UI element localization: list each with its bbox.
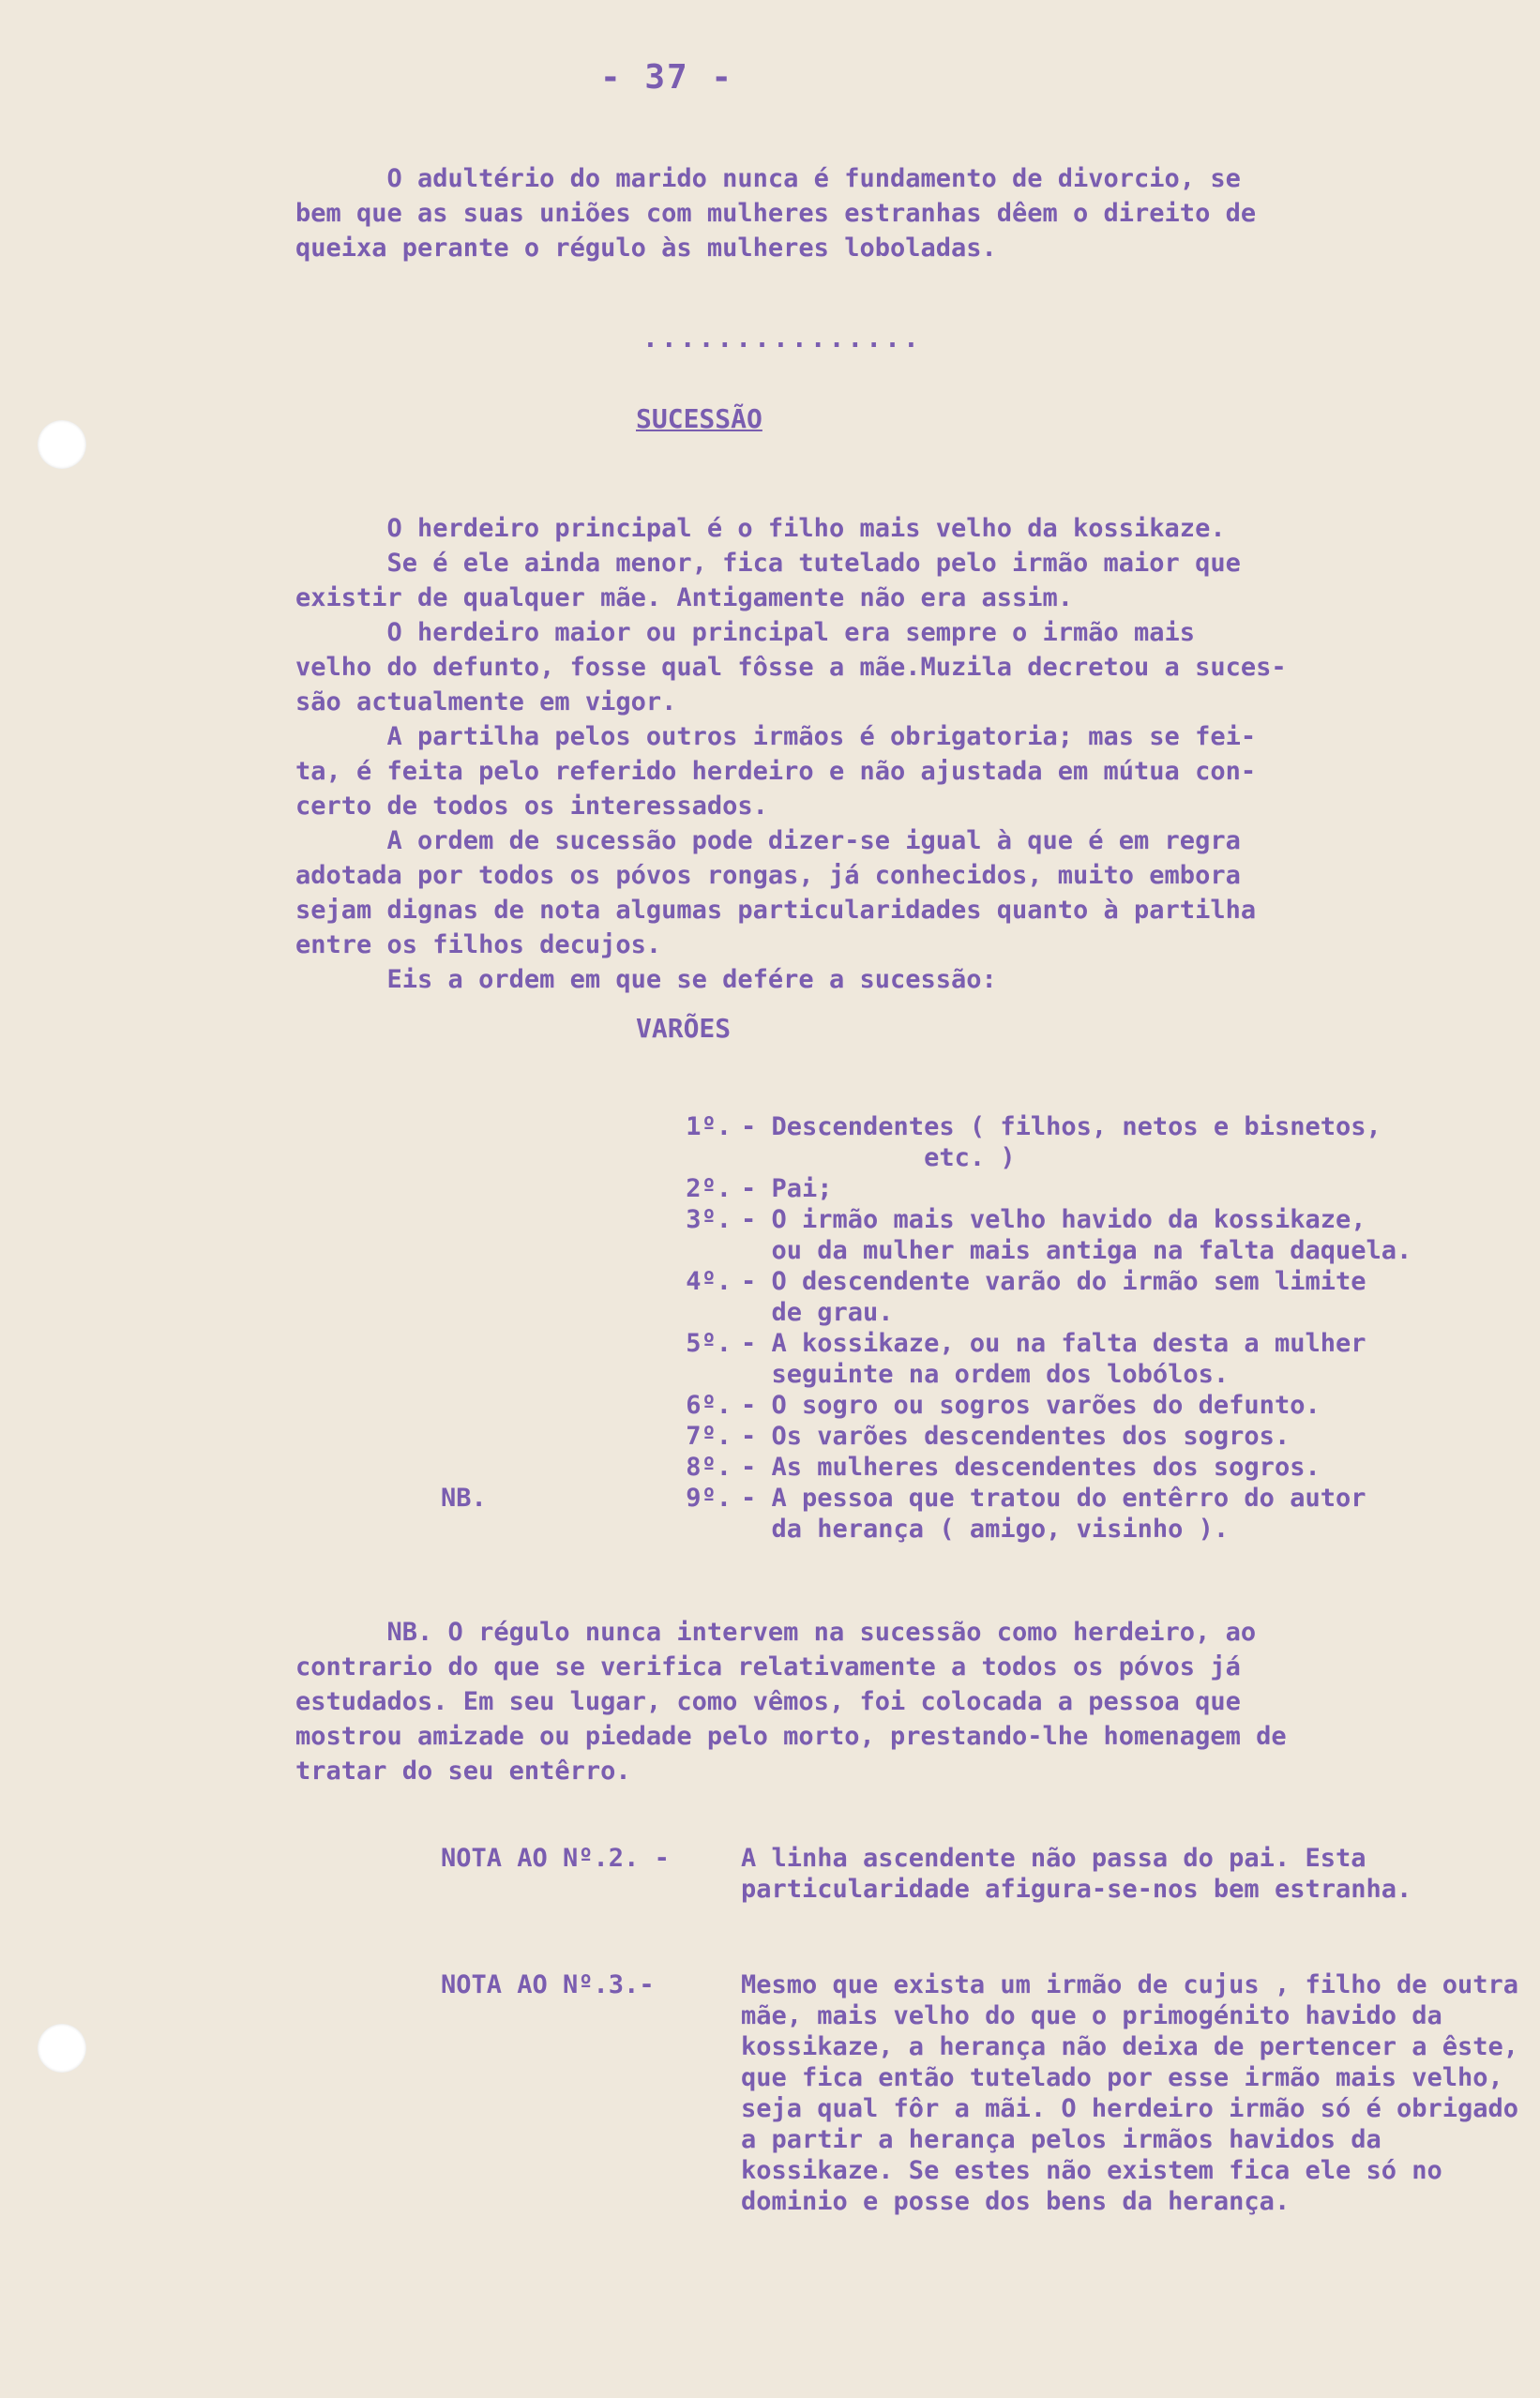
text-line: ta, é feita pelo referido herdeiro e não ajustada em mútua con- <box>295 757 1257 786</box>
nb-paragraph <box>295 1615 1501 1788</box>
text-line: tratar do seu entêrro. <box>295 1757 631 1786</box>
list-item <box>441 1266 1519 1328</box>
item-text: - A pessoa que tratou do entêrro do autor da herança ( amigo, visinho ). <box>741 1484 1366 1544</box>
item-number: 4º. <box>686 1267 732 1296</box>
note-text: Mesmo que exista um irmão de cujus , filho de outra mãe, mais velho do que o primogénito havido da kossikaze, a herança não deixa de pertencer a êste, que fica então tutelado por esse irmão mais velho, seja qual fôr a mãi. O herdeiro irmão só é obrigado a partir a herança pelos irmãos havidos da kossikaze. Se estes não existem fica ele só no dominio e posse dos bens da herança. <box>741 1970 1519 2216</box>
text-line: existir de qualquer mãe. Antigamente não era assim. <box>295 583 1074 612</box>
list-item <box>441 1328 1519 1390</box>
succession-paragraphs <box>295 511 1501 997</box>
item-text: - O irmão mais velho havido da kossikaze, ou da mulher mais antiga na falta daquela. <box>741 1205 1412 1265</box>
item-text: - A kossikaze, ou na falta desta a mulher seguinte na ordem dos lobólos. <box>741 1329 1366 1389</box>
note-text: A linha ascendente não passa do pai. Esta particularidade afigura-se-nos bem estranha. <box>741 1844 1412 1904</box>
list-item <box>441 1421 1519 1452</box>
text-line: A ordem de sucessão pode dizer-se igual à que é em regra <box>295 826 1241 855</box>
item-number: 7º. <box>686 1422 732 1451</box>
intro-line: O adultério do marido nunca é fundamento de divorcio, se <box>295 164 1241 193</box>
note-label: NOTA AO Nº.3.- <box>441 1970 655 1999</box>
text-line: NB. O régulo nunca intervem na sucessão como herdeiro, ao <box>295 1618 1257 1647</box>
text-line: adotada por todos os póvos rongas, já conhecidos, muito embora <box>295 861 1241 890</box>
text-line: velho do defunto, fosse qual fôsse a mãe.Muzila decretou a suces- <box>295 653 1287 682</box>
note-label: NOTA AO Nº.2. - <box>441 1844 670 1873</box>
intro-line: bem que as suas uniões com mulheres estranhas dêem o direito de <box>295 199 1257 228</box>
page-number: - 37 - <box>600 58 734 97</box>
item-number: 6º. <box>686 1391 732 1420</box>
text-line: A partilha pelos outros irmãos é obrigatoria; mas se fei- <box>295 722 1257 751</box>
item-number: 8º. <box>686 1453 732 1482</box>
item-text: - Pai; <box>741 1174 833 1203</box>
text-line: Eis a ordem em que se defére a sucessão: <box>295 965 997 994</box>
item-number: 3º. <box>686 1205 732 1234</box>
item-text: - O sogro ou sogros varões do defunto. <box>741 1391 1321 1420</box>
text-line: estudados. Em seu lugar, como vêmos, foi colocada a pessoa que <box>295 1687 1241 1716</box>
item-text: - As mulheres descendentes dos sogros. <box>741 1453 1321 1482</box>
list-item <box>441 1173 1519 1204</box>
intro-paragraph <box>295 161 1501 265</box>
text-line: entre os filhos decujos. <box>295 930 662 959</box>
item-number: 2º. <box>686 1174 732 1203</box>
list-item <box>441 1204 1519 1266</box>
text-line: Se é ele ainda menor, fica tutelado pelo irmão maior que <box>295 549 1241 578</box>
item-text: - Os varões descendentes dos sogros. <box>741 1422 1291 1451</box>
list-item <box>441 1452 1519 1483</box>
text-line: mostrou amizade ou piedade pelo morto, prestando-lhe homenagem de <box>295 1722 1287 1751</box>
text-line: são actualmente em vigor. <box>295 687 677 716</box>
punch-hole-bottom <box>38 2024 86 2073</box>
text-line: sejam dignas de nota algumas particularidades quanto à partilha <box>295 896 1257 925</box>
separator-dots: ............... <box>642 323 922 354</box>
nb-marker: NB. <box>441 1484 487 1513</box>
varoes-heading: VARÕES <box>636 1013 732 1044</box>
text-line: certo de todos os interessados. <box>295 792 768 821</box>
item-text: - Descendentes ( filhos, netos e bisnetos, etc. ) <box>741 1112 1381 1172</box>
list-item <box>441 1111 1519 1173</box>
list-item <box>441 1483 1519 1545</box>
section-heading: SUCESSÃO <box>636 403 762 434</box>
item-text: - O descendente varão do irmão sem limite de grau. <box>741 1267 1366 1327</box>
item-number: 9º. <box>686 1484 732 1513</box>
text-line: O herdeiro principal é o filho mais velho da kossikaze. <box>295 514 1226 543</box>
punch-hole-top <box>38 420 86 469</box>
item-number: 5º. <box>686 1329 732 1358</box>
note-block <box>441 1969 1519 2217</box>
text-line: O herdeiro maior ou principal era sempre o irmão mais <box>295 618 1196 647</box>
item-number: 1º. <box>686 1112 732 1141</box>
succession-order-list <box>441 1111 1519 1545</box>
note-block <box>441 1843 1519 1905</box>
text-line: contrario do que se verifica relativamente a todos os póvos já <box>295 1652 1241 1682</box>
list-item <box>441 1390 1519 1421</box>
intro-line: queixa perante o régulo às mulheres loboladas. <box>295 234 997 263</box>
